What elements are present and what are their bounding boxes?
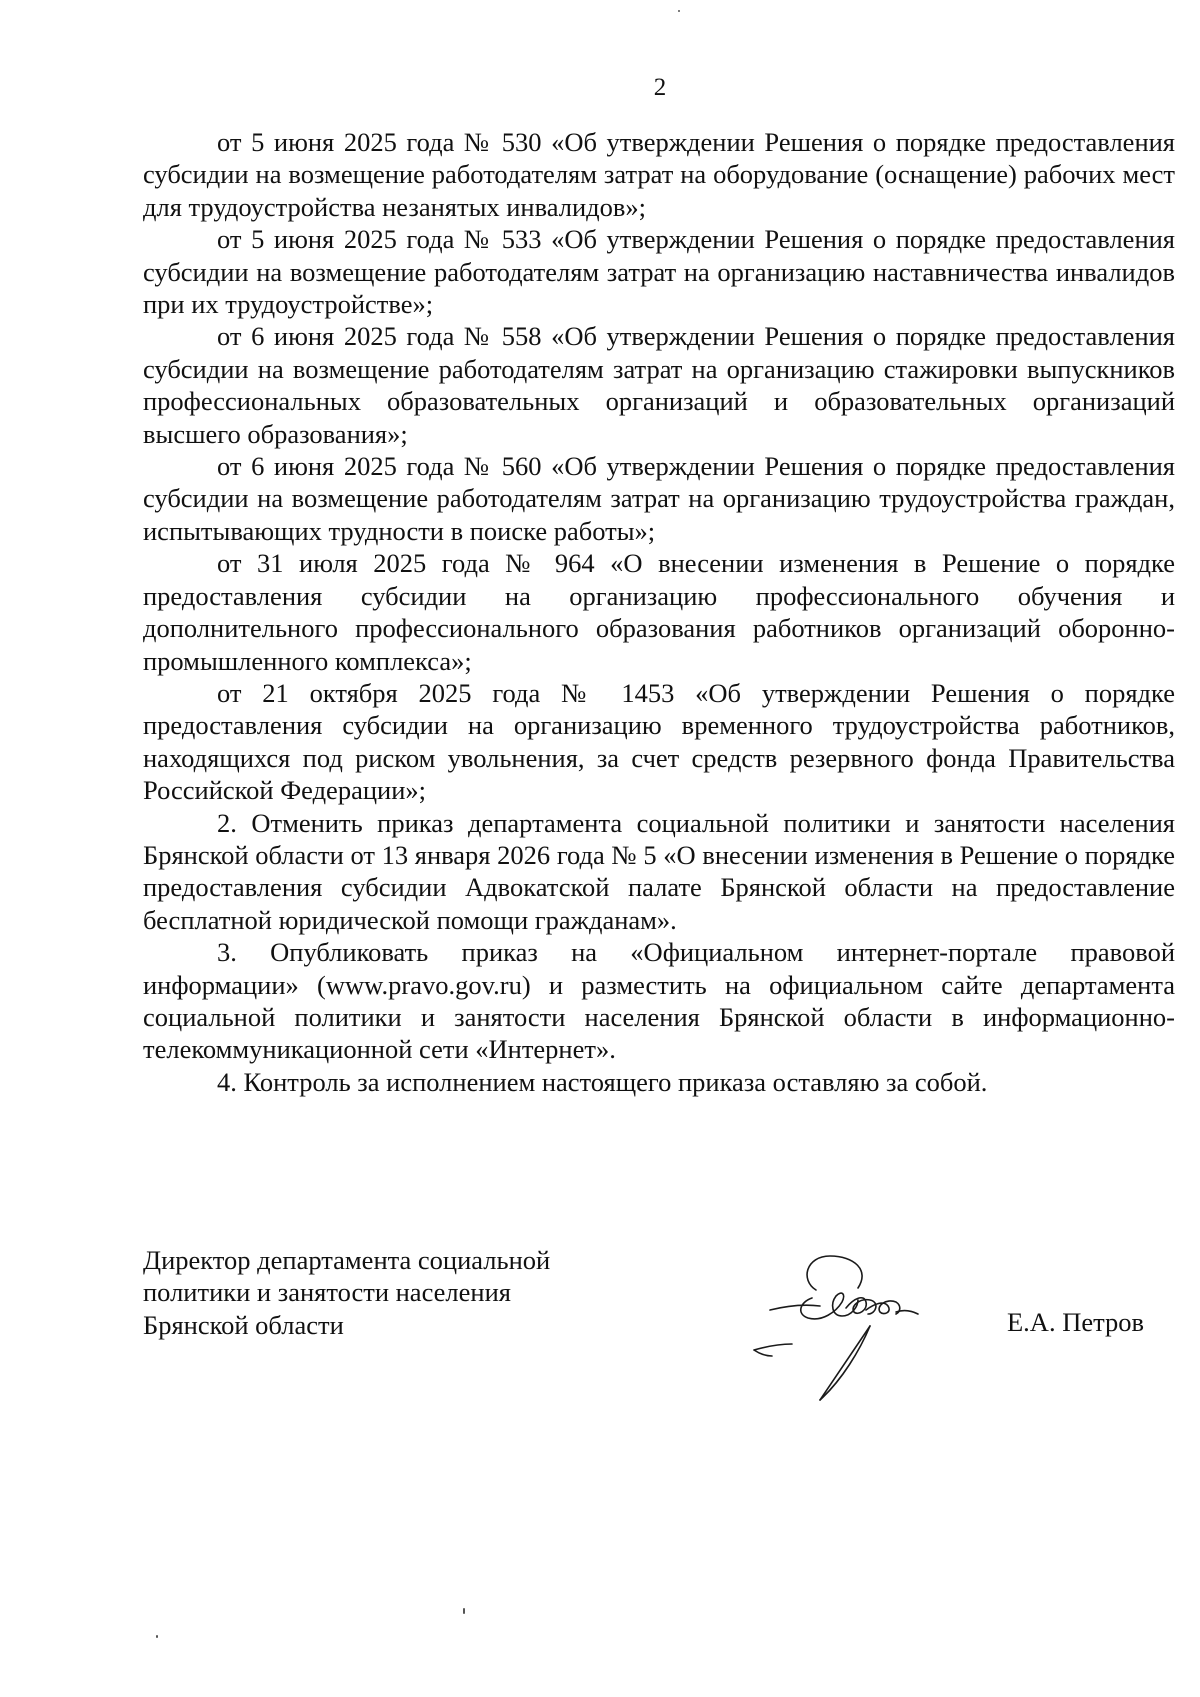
paragraph-order-530: от 5 июня 2025 года № 530 «Об утверждении Решения о порядке предоставления субсидии на возмещение работодателям затрат на оборудование (оснащение) рабочих мест для трудоустройства незанятых инвалидов»;: [143, 127, 1175, 222]
paragraph-order-1453: от 21 октября 2025 года № 1453 «Об утверждении Решения о порядке предоставления субсидии на организацию временного трудоустройства работников, находящихся под риском увольнения, за счет средств резервного фонда Правительства Российской Федерации»;: [143, 677, 1175, 806]
signer-position-line-2: политики и занятости населения: [143, 1277, 511, 1308]
page-number: 2: [653, 74, 667, 101]
paragraph-order-558: от 6 июня 2025 года № 558 «Об утверждении Решения о порядке предоставления субсидии на возмещение работодателям затрат на организацию стажировки выпускников профессиональных образовательных организаций и образовательных организаций высшего образования»;: [143, 321, 1175, 449]
signer-position-line-3: Брянской области: [143, 1309, 344, 1340]
document-body: [143, 126, 1175, 1098]
scan-speck: [678, 10, 680, 12]
paragraph-order-560: от 6 июня 2025 года № 560 «Об утверждении Решения о порядке предоставления субсидии на возмещение работодателям затрат на организацию трудоустройства граждан, испытывающих трудности в поиске работы»;: [143, 451, 1175, 546]
scan-speck: [463, 1608, 465, 1614]
paragraph-item-4-control: 4. Контроль за исполнением настоящего приказа оставляю за собой.: [217, 1066, 988, 1097]
scan-speck: [156, 1635, 158, 1638]
paragraph-item-3-publish: 3. Опубликовать приказ на «Официальном интернет-портале правовой информации» (www.pravo.gov.ru) и разместить на официальном сайте департамента социальной политики и занятости населения Брянской области в информационно-телекоммуникационной сети «Интернет».: [143, 937, 1175, 1065]
paragraph-item-2-cancel-order: 2. Отменить приказ департамента социальной политики и занятости населения Брянской области от 13 января 2026 года № 5 «О внесении изменения в Решение о порядке предоставления субсидии Адвокатской палате Брянской области на предоставление бесплатной юридической помощи гражданам».: [143, 807, 1175, 935]
handwritten-signature-icon: [750, 1250, 970, 1420]
signer-name: Е.А. Петров: [1007, 1307, 1145, 1337]
signer-position-line-1: Директор департамента социальной: [143, 1245, 551, 1275]
paragraph-order-533: от 5 июня 2025 года № 533 «Об утверждении Решения о порядке предоставления субсидии на возмещение работодателям затрат на организацию наставничества инвалидов при их трудоустройстве»;: [143, 224, 1175, 320]
paragraph-order-964: от 31 июля 2025 года № 964 «О внесении изменения в Решение о порядке предоставления субсидии на организацию профессионального обучения и дополнительного профессионального образования работников организаций оборонно-промышленного комплекса»;: [143, 548, 1175, 676]
signer-position: [143, 1244, 550, 1341]
